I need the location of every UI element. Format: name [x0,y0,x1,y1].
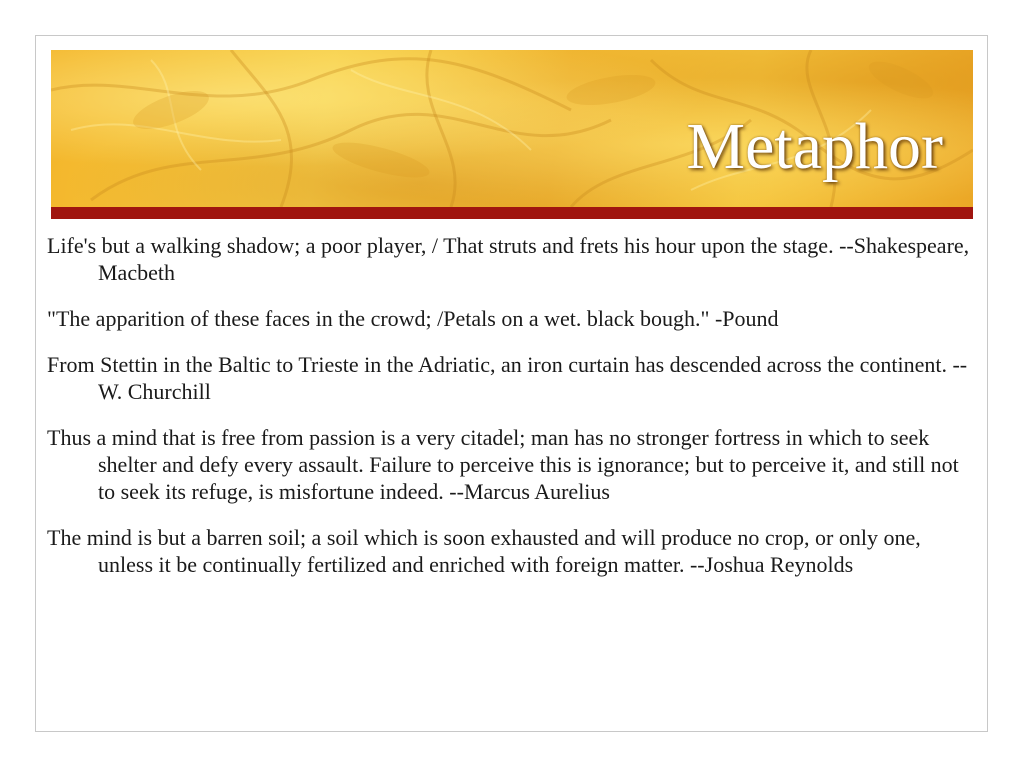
quote-item-aurelius: Thus a mind that is free from passion is a very citadel; man has no stronger fortress in which to seek shelter and defy every assault. Failure to perceive this is ignorance; but to perceive it, and still not to seek its refuge, is misfortune indeed. --Marcus Aurelius [47,425,959,504]
quote-item-reynolds: The mind is but a barren soil; a soil which is soon exhausted and will produce no crop, or only one, unless it be continually fertilized and enriched with foreign matter. --Joshua Reynolds [47,525,921,577]
slide-title: Metaphor [686,110,943,183]
title-divider-bar [51,207,973,219]
title-banner [51,50,973,207]
slide [35,35,988,732]
quote-item-pound: "The apparition of these faces in the crowd; /Petals on a wet. black bough." -Pound [47,306,779,331]
quote-item-churchill: From Stettin in the Baltic to Trieste in the Adriatic, an iron curtain has descended across the continent. --W. Churchill [47,352,968,404]
quote-item-shakespeare: Life's but a walking shadow; a poor player, / That struts and frets his hour upon the stage. --Shakespeare, Macbeth [47,233,970,285]
quote-list [47,232,979,597]
